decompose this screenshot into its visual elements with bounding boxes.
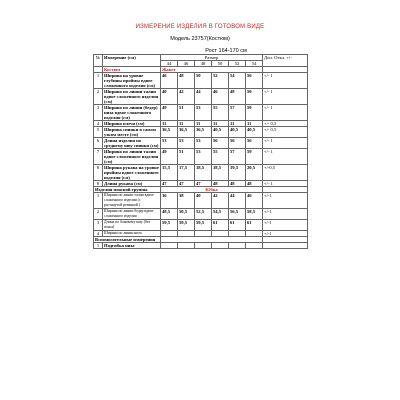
value-cell: 18,5 bbox=[212, 165, 229, 181]
value-cell: 20,5 bbox=[246, 165, 263, 181]
height-label: Рост 164-170 см bbox=[205, 48, 247, 54]
size-header: 44 bbox=[161, 61, 178, 67]
value-cell: 56,5 bbox=[229, 209, 246, 220]
value-cell: 56 bbox=[246, 138, 263, 149]
tolerance-cell: +/- 1 bbox=[263, 105, 308, 121]
table-row bbox=[94, 138, 308, 149]
measure-name: Длина по боковому шву (без пояса) bbox=[103, 220, 161, 231]
size-header: 50 bbox=[212, 61, 229, 67]
document-title: ИЗМЕРЕНИЕ ИЗДЕЛИЯ В ГОТОВОМ ВИДЕ bbox=[135, 24, 265, 30]
value-cell bbox=[246, 243, 263, 249]
value-cell: 40,5 bbox=[246, 127, 263, 138]
value-cell: 42 bbox=[178, 89, 195, 105]
measure-name: Длина рукава (см) bbox=[103, 181, 161, 187]
table-row bbox=[94, 220, 308, 231]
value-cell: 11 bbox=[212, 121, 229, 127]
value-cell: 47 bbox=[178, 181, 195, 187]
value-cell: 53 bbox=[195, 138, 212, 149]
table-row bbox=[94, 193, 308, 209]
value-cell: 49 bbox=[161, 149, 178, 165]
value-cell: 61 bbox=[212, 220, 229, 231]
col-no-header: № bbox=[94, 55, 103, 67]
value-cell: 11 bbox=[178, 121, 195, 127]
value-cell bbox=[178, 243, 195, 249]
row-number: 5 bbox=[94, 127, 103, 138]
value-cell: 40,5 bbox=[212, 127, 229, 138]
value-cell: 11 bbox=[161, 121, 178, 127]
value-cell: 50,5 bbox=[178, 209, 195, 220]
tolerance-cell: +/- 0,5 bbox=[263, 127, 308, 138]
measure-name: Ширина по линии бедер вдвое сложенного изделия bbox=[103, 209, 161, 220]
tolerance-cell: +/- 1 bbox=[263, 89, 308, 105]
value-cell bbox=[195, 243, 212, 249]
value-cell bbox=[229, 243, 246, 249]
value-cell: 47 bbox=[195, 181, 212, 187]
value-cell: 36 bbox=[161, 193, 178, 209]
value-cell: 54,5 bbox=[212, 209, 229, 220]
row-number: 8 bbox=[94, 165, 103, 181]
value-cell: 48,5 bbox=[161, 209, 178, 220]
col-size-header: Размер bbox=[161, 55, 263, 61]
value-cell: 53 bbox=[195, 149, 212, 165]
size-header: 48 bbox=[195, 61, 212, 67]
section-label-aux: Вспомогательные измерения bbox=[94, 237, 161, 243]
col-measure-header: Измерение (см) bbox=[103, 55, 161, 67]
tolerance-cell bbox=[263, 243, 308, 249]
model-label: Модель 23757(Костюм) bbox=[170, 36, 230, 42]
value-cell bbox=[212, 243, 229, 249]
row-number: 2 bbox=[94, 89, 103, 105]
value-cell: 48 bbox=[229, 89, 246, 105]
value-cell: 48 bbox=[246, 181, 263, 187]
measure-name: Подгибка низа bbox=[103, 243, 161, 249]
measure-name: Ширина спинки в самом узком месте (см) bbox=[103, 127, 161, 138]
value-cell: 44 bbox=[195, 89, 212, 105]
value-cell: 48 bbox=[229, 181, 246, 187]
value-cell: 53 bbox=[195, 105, 212, 121]
row-number: 2 bbox=[94, 209, 103, 220]
size-header: 52 bbox=[229, 61, 246, 67]
table-row bbox=[94, 243, 308, 249]
value-cell: 52,5 bbox=[195, 209, 212, 220]
value-cell: 53 bbox=[161, 138, 178, 149]
measure-name: Ширина по линии талии вдвое сложенного изделия (с растянутой резинкой ) bbox=[103, 193, 161, 209]
value-cell: 50 bbox=[246, 89, 263, 105]
value-cell: 36,5 bbox=[178, 127, 195, 138]
aux-rows bbox=[94, 243, 308, 249]
row-number: 1 bbox=[94, 243, 103, 249]
measure-name: Ширина по линии (бедер) низа вдвое сложенного изделия (см) bbox=[103, 105, 161, 121]
value-cell: 59,5 bbox=[178, 220, 195, 231]
measure-name: Ширина на уровне глубины проймы вдвое сложенного изделия (см) bbox=[103, 73, 161, 89]
skirt-rows bbox=[94, 193, 308, 237]
value-cell: 46 bbox=[212, 89, 229, 105]
value-cell: 51 bbox=[178, 105, 195, 121]
tolerance-cell: +/-0,5 bbox=[263, 165, 308, 181]
row-number: 3 bbox=[94, 105, 103, 121]
section-label-bottom-group: Изделия поясной группы bbox=[94, 187, 161, 193]
value-cell: 53 bbox=[178, 138, 195, 149]
row-number: 7 bbox=[94, 149, 103, 165]
value-cell: 38 bbox=[178, 193, 195, 209]
value-cell: 61 bbox=[229, 220, 246, 231]
value-cell: 59,5 bbox=[195, 220, 212, 231]
tolerance-cell: +/-1 bbox=[263, 209, 308, 220]
value-cell: 57 bbox=[229, 105, 246, 121]
value-cell: 56 bbox=[229, 138, 246, 149]
size-header: 54 bbox=[246, 61, 263, 67]
value-cell: 11 bbox=[195, 121, 212, 127]
row-number: 1 bbox=[94, 193, 103, 209]
value-cell: 58,5 bbox=[246, 209, 263, 220]
tolerance-cell: +/- 1 bbox=[263, 138, 308, 149]
value-cell: 55 bbox=[212, 149, 229, 165]
value-cell: 56 bbox=[212, 138, 229, 149]
value-cell: 36,5 bbox=[195, 127, 212, 138]
value-cell: 40 bbox=[195, 193, 212, 209]
value-cell: 59 bbox=[246, 149, 263, 165]
value-cell: 36,5 bbox=[161, 127, 178, 138]
measurements-table bbox=[93, 54, 308, 249]
measure-name: Длина изделия по среднему шву спинки (см) bbox=[103, 138, 161, 149]
section-label-jacket: Жакет bbox=[161, 67, 263, 73]
value-cell: 56 bbox=[246, 73, 263, 89]
tolerance-cell: +/-1 bbox=[263, 231, 308, 237]
row-number: 3 bbox=[94, 220, 103, 231]
row-number: 4 bbox=[94, 231, 103, 237]
row-number: 8 bbox=[94, 181, 103, 187]
value-cell: 48 bbox=[212, 181, 229, 187]
value-cell: 11 bbox=[246, 121, 263, 127]
row-number: 1 bbox=[94, 73, 103, 89]
value-cell bbox=[161, 243, 178, 249]
table-row bbox=[94, 165, 308, 181]
measure-name: Ширина по линии низа bbox=[103, 231, 161, 237]
size-header: 46 bbox=[178, 61, 195, 67]
value-cell: 59 bbox=[246, 105, 263, 121]
value-cell: 52 bbox=[212, 73, 229, 89]
tolerance-cell: +/-1 bbox=[263, 193, 308, 209]
tolerance-cell: +/-1 bbox=[263, 220, 308, 231]
table-row bbox=[94, 127, 308, 138]
tolerance-cell: +/- 0,5 bbox=[263, 121, 308, 127]
section-label-skirt: Юбка bbox=[161, 187, 263, 193]
value-cell: 54 bbox=[229, 73, 246, 89]
value-cell: 19,5 bbox=[229, 165, 246, 181]
value-cell: 11 bbox=[229, 121, 246, 127]
tolerance-cell: +/- 1 bbox=[263, 181, 308, 187]
value-cell: 42 bbox=[212, 193, 229, 209]
value-cell: 44 bbox=[229, 193, 246, 209]
value-cell: 17,5 bbox=[178, 165, 195, 181]
value-cell: 50 bbox=[195, 73, 212, 89]
measure-name: Ширина плеча (см) bbox=[103, 121, 161, 127]
jacket-rows bbox=[94, 73, 308, 187]
tolerance-cell: +/- 1 bbox=[263, 149, 308, 165]
row-number: 4 bbox=[94, 121, 103, 127]
value-cell: 46 bbox=[161, 73, 178, 89]
value-cell: 18,5 bbox=[195, 165, 212, 181]
measure-name: Ширина рукава на уровне проймы вдвое сложенного изделия (см) bbox=[104, 165, 159, 180]
value-cell: 40,5 bbox=[229, 127, 246, 138]
value-cell: 47 bbox=[161, 181, 178, 187]
row-number: 6 bbox=[94, 138, 103, 149]
table-row bbox=[94, 209, 308, 220]
tolerance-cell: +/- 1 bbox=[263, 73, 308, 89]
measure-name: Ширина по линии талии вдвое сложенного изделия (см) bbox=[103, 89, 161, 105]
value-cell: 48 bbox=[178, 73, 195, 89]
value-cell: 61 bbox=[246, 220, 263, 231]
table-row bbox=[94, 73, 308, 89]
table-row bbox=[94, 89, 308, 105]
value-cell: 46 bbox=[246, 193, 263, 209]
measure-name: Ширина по линии талии вдвое сложенного изделия (см) bbox=[103, 149, 161, 165]
value-cell: 59,5 bbox=[161, 220, 178, 231]
col-tolerance-header: Доп. Откл. +/- bbox=[263, 55, 308, 67]
value-cell: 40 bbox=[161, 89, 178, 105]
table-row bbox=[94, 149, 308, 165]
section-label-suit: Костюм bbox=[103, 67, 161, 73]
value-cell: 51 bbox=[178, 149, 195, 165]
value-cell: 15,5 bbox=[161, 165, 178, 181]
table-row bbox=[94, 105, 308, 121]
value-cell: 49 bbox=[161, 105, 178, 121]
value-cell: 57 bbox=[229, 149, 246, 165]
value-cell: 55 bbox=[212, 105, 229, 121]
